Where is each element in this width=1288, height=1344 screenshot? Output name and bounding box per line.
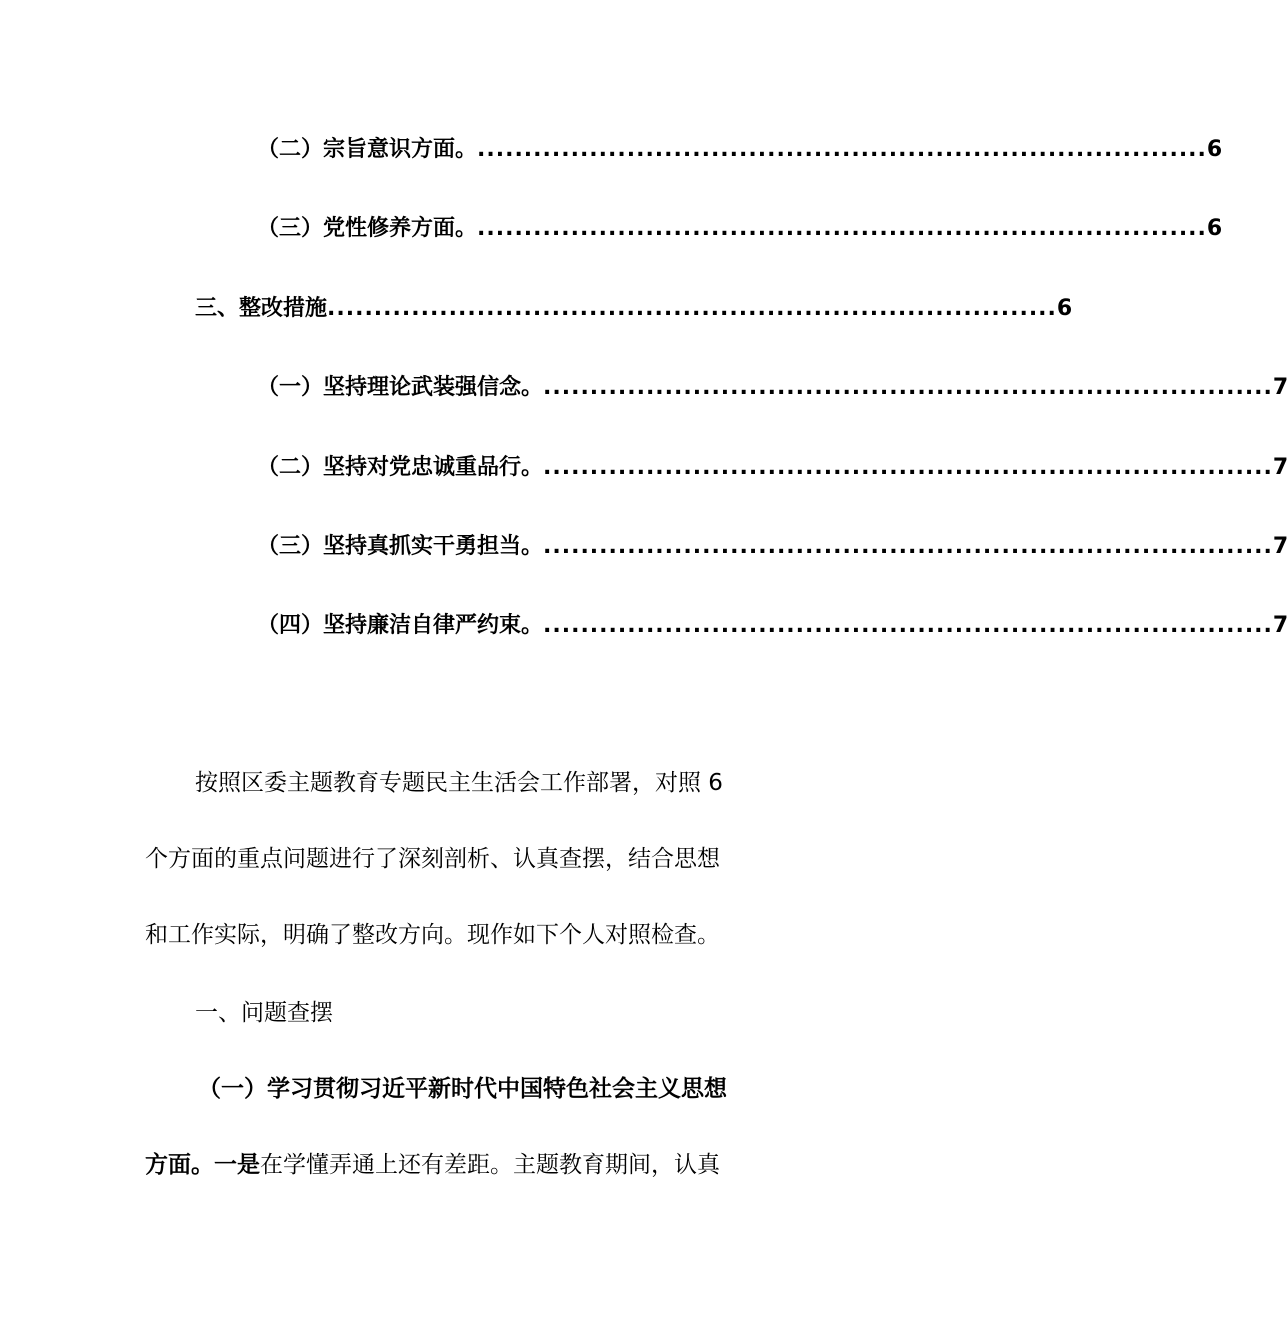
- subsection-heading-end: 方面。一是: [145, 1152, 260, 1178]
- toc-entry-title: （四）坚持廉洁自律严约束。: [257, 613, 544, 638]
- toc-entry[interactable]: [257, 530, 1288, 564]
- intro-paragraph-line: 按照区委主题教育专题民主生活会工作部署，对照 6: [195, 770, 723, 796]
- toc-entry-page: 7: [1272, 534, 1288, 559]
- toc-entry[interactable]: [257, 133, 1223, 167]
- subsection-heading: （一）学习贯彻习近平新时代中国特色社会主义思想: [198, 1076, 727, 1102]
- toc-entry[interactable]: [257, 609, 1288, 643]
- intro-paragraph-line: 和工作实际，明确了整改方向。现作如下个人对照检查。: [145, 922, 720, 948]
- toc-leader-dots: ..............................................................................: [327, 296, 1057, 321]
- section-heading: 一、问题查摆: [195, 1000, 333, 1026]
- toc-entry-title: （二）宗旨意识方面。: [257, 137, 478, 162]
- toc-entry-page: 7: [1272, 375, 1288, 400]
- toc-leader-dots: ..............................................................................: [543, 534, 1273, 559]
- paragraph-line: [145, 1148, 720, 1182]
- toc-entry-page: 7: [1272, 455, 1288, 480]
- toc-entry-page: 6: [1206, 216, 1223, 241]
- toc-entry[interactable]: [257, 451, 1288, 485]
- toc-entry-title: 三、整改措施: [195, 296, 328, 321]
- toc-entry[interactable]: [257, 212, 1223, 246]
- intro-paragraph-line: 个方面的重点问题进行了深刻剖析、认真查摆，结合思想: [145, 846, 720, 872]
- toc-entry-page: 6: [1056, 296, 1073, 321]
- toc-entry-title: （一）坚持理论武装强信念。: [257, 375, 544, 400]
- toc-entry-title: （二）坚持对党忠诚重品行。: [257, 455, 544, 480]
- paragraph-text: 在学懂弄通上还有差距。主题教育期间，认真: [260, 1152, 720, 1178]
- toc-entry[interactable]: [257, 371, 1288, 405]
- toc-entry-title: （三）党性修养方面。: [257, 216, 478, 241]
- toc-entry-page: 7: [1272, 613, 1288, 638]
- toc-leader-dots: ..............................................................................: [477, 137, 1207, 162]
- toc-leader-dots: ..............................................................................: [477, 216, 1207, 241]
- toc-entry-page: 6: [1206, 137, 1223, 162]
- toc-leader-dots: ..............................................................................: [543, 455, 1273, 480]
- toc-entry-title: （三）坚持真抓实干勇担当。: [257, 534, 544, 559]
- toc-leader-dots: ..............................................................................: [543, 613, 1273, 638]
- toc-leader-dots: ..............................................................................: [543, 375, 1273, 400]
- toc-entry[interactable]: [195, 292, 1073, 326]
